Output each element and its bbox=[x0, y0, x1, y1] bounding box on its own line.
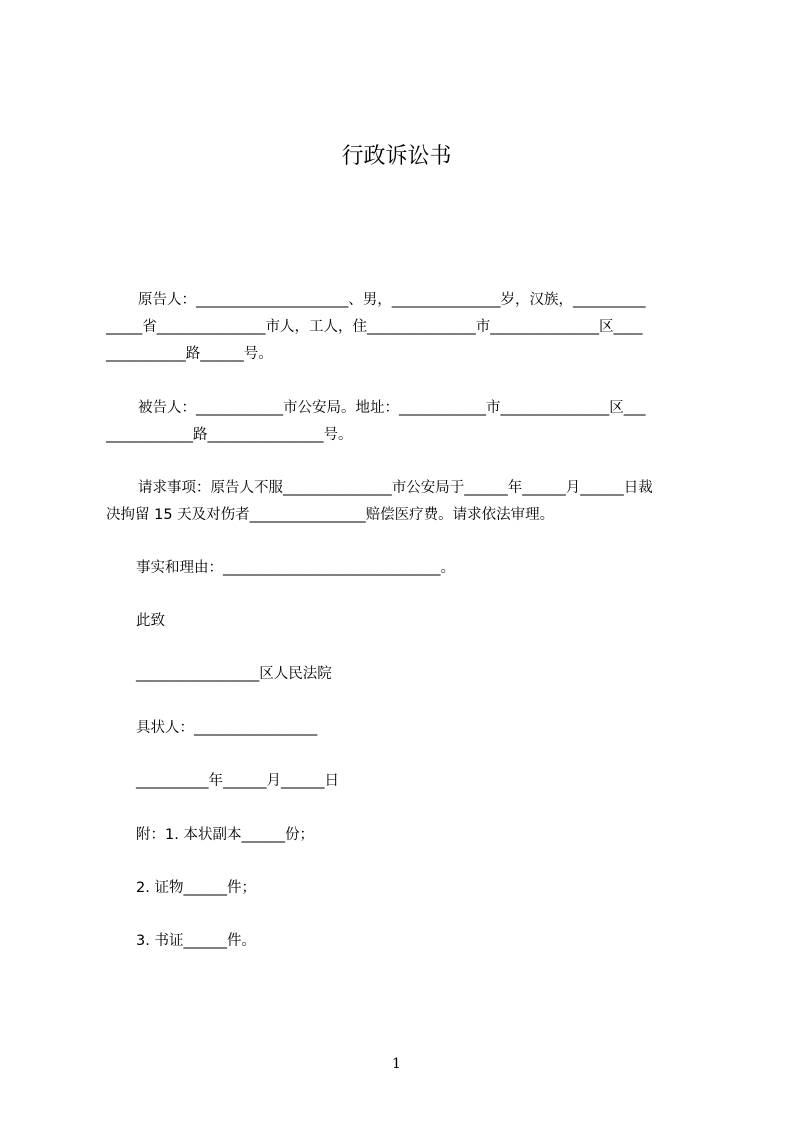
attachment-item-3: 3. 书证______件。 bbox=[136, 933, 256, 949]
defendant-line-2: ____________路________________号。 bbox=[106, 427, 353, 443]
plaintiff-line-3: ___________路______号。 bbox=[106, 346, 273, 362]
court-name: _________________区人民法院 bbox=[136, 666, 332, 682]
document-title: 行政诉讼书 bbox=[341, 144, 452, 169]
petitioner-signature: 具状人：_________________ bbox=[136, 720, 318, 736]
attachment-item-1: 附：1. 本状副本______份； bbox=[136, 827, 314, 843]
claims-line-1: 请求事项：原告人不服_______________市公安局于______年______月______日裁 bbox=[138, 480, 653, 496]
facts-and-reasons: 事实和理由：______________________________。 bbox=[136, 560, 455, 576]
plaintiff-line-1: 原告人：_____________________、男，_______________岁，汉族，__________ bbox=[138, 292, 646, 308]
attachment-item-2: 2. 证物______件； bbox=[136, 880, 256, 896]
claims-line-2: 决拘留 15 天及对伤者________________赔偿医疗费。请求依法审理。 bbox=[106, 507, 555, 523]
salutation: 此致 bbox=[136, 613, 165, 629]
defendant-line-1: 被告人：____________市公安局。地址：____________市_______________区___ bbox=[138, 400, 646, 416]
filing-date: __________年______月______日 bbox=[136, 773, 339, 789]
page-number: 1 bbox=[392, 1056, 401, 1072]
plaintiff-line-2: _____省_______________市人，工人，住_______________市_______________区____ bbox=[106, 319, 643, 335]
